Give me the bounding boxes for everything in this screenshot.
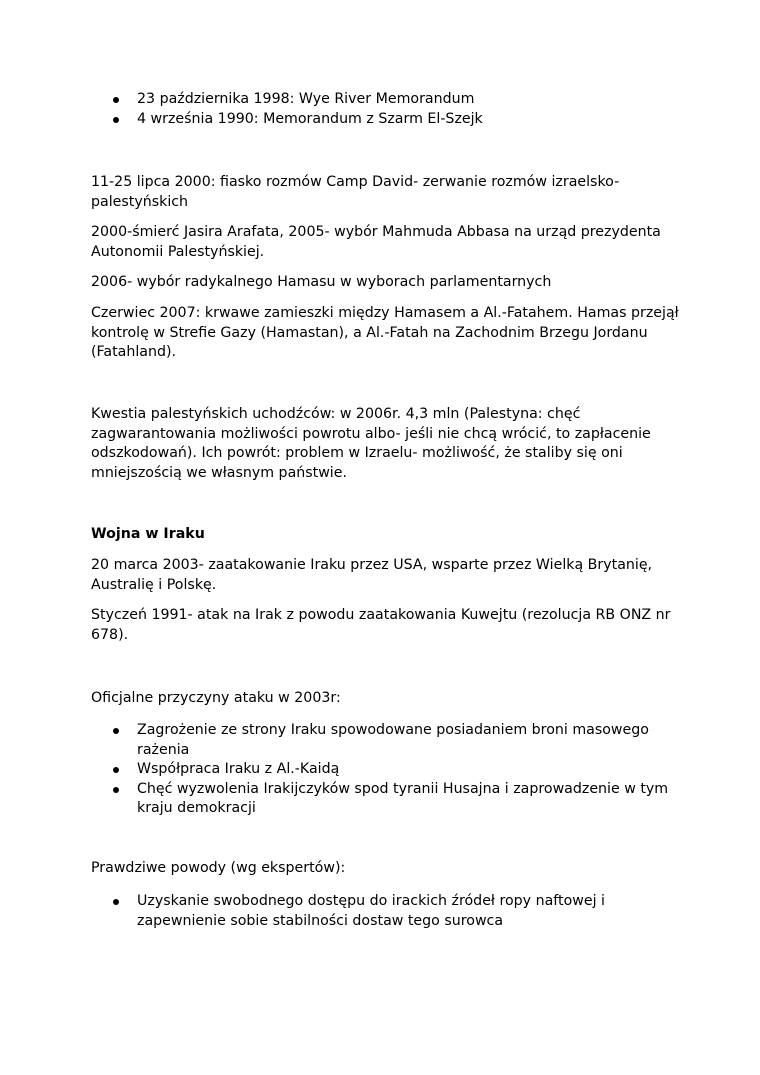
real-reasons-list [91, 892, 681, 931]
list-item-text: 23 października 1998: Wye River Memorandum [137, 91, 475, 107]
bullet-icon [113, 117, 119, 123]
list-item [91, 90, 681, 110]
paragraph-arafat: 2000-śmierć Jasira Arafata, 2005- wybór Mahmuda Abbasa na urząd prezydenta Autonomii Palestyńskiej. [91, 224, 661, 260]
paragraph-iraq-2003: 20 marca 2003- zaatakowanie Iraku przez USA, wsparte przez Wielką Brytanię, Australię i Polskę. [91, 557, 653, 593]
bullet-icon [113, 787, 119, 793]
list-item-text: Zagrożenie ze strony Iraku spowodowane posiadaniem broni masowego rażenia [137, 722, 649, 758]
paragraph-refugees: Kwestia palestyńskich uchodźców: w 2006r. 4,3 mln (Palestyna: chęć zagwarantowania możliwości powrotu albo- jeśli nie chcą wrócić, to zapłacenie odszkodowań). Ich powrót: problem w Izraelu- możliwość, że staliby się oni mniejszością we własnym państwie. [91, 406, 651, 481]
list-item [91, 760, 681, 780]
bullet-icon [113, 728, 119, 734]
real-reasons-intro: Prawdziwe powody (wg ekspertów): [91, 860, 346, 876]
list-item-text: Uzyskanie swobodnego dostępu do irackich źródeł ropy naftowej i zapewnienie sobie stabilności dostaw tego surowca [137, 893, 605, 929]
treaty-list [91, 90, 681, 129]
list-item-text: Współpraca Iraku z Al.-Kaidą [137, 761, 340, 777]
list-item [91, 780, 681, 819]
paragraph-iraq-1991: Styczeń 1991- atak na Irak z powodu zaatakowania Kuwejtu (rezolucja RB ONZ nr 678). [91, 607, 671, 643]
official-reasons-intro: Oficjalne przyczyny ataku w 2003r: [91, 690, 341, 706]
official-reasons-list [91, 721, 681, 819]
paragraph-camp-david: 11-25 lipca 2000: fiasko rozmów Camp David- zerwanie rozmów izraelsko-palestyńskich [91, 174, 620, 210]
paragraph-gaza-clashes: Czerwiec 2007: krwawe zamieszki między Hamasem a Al.-Fatahem. Hamas przejął kontrolę w Strefie Gazy (Hamastan), a Al.-Fatah na Zachodnim Brzegu Jordanu (Fatahland). [91, 305, 679, 360]
list-item [91, 721, 681, 760]
bullet-icon [113, 899, 119, 905]
list-item [91, 892, 681, 931]
bullet-icon [113, 97, 119, 103]
list-item-text: Chęć wyzwolenia Irakijczyków spod tyranii Husajna i zaprowadzenie w tym kraju demokracji [137, 780, 669, 816]
section-heading-iraq: Wojna w Iraku [91, 526, 205, 542]
bullet-icon [113, 767, 119, 773]
list-item [91, 110, 681, 130]
list-item-text: 4 września 1990: Memorandum z Szarm El-Szejk [137, 110, 483, 127]
paragraph-hamas-elections: 2006- wybór radykalnego Hamasu w wyborach parlamentarnych [91, 274, 552, 290]
